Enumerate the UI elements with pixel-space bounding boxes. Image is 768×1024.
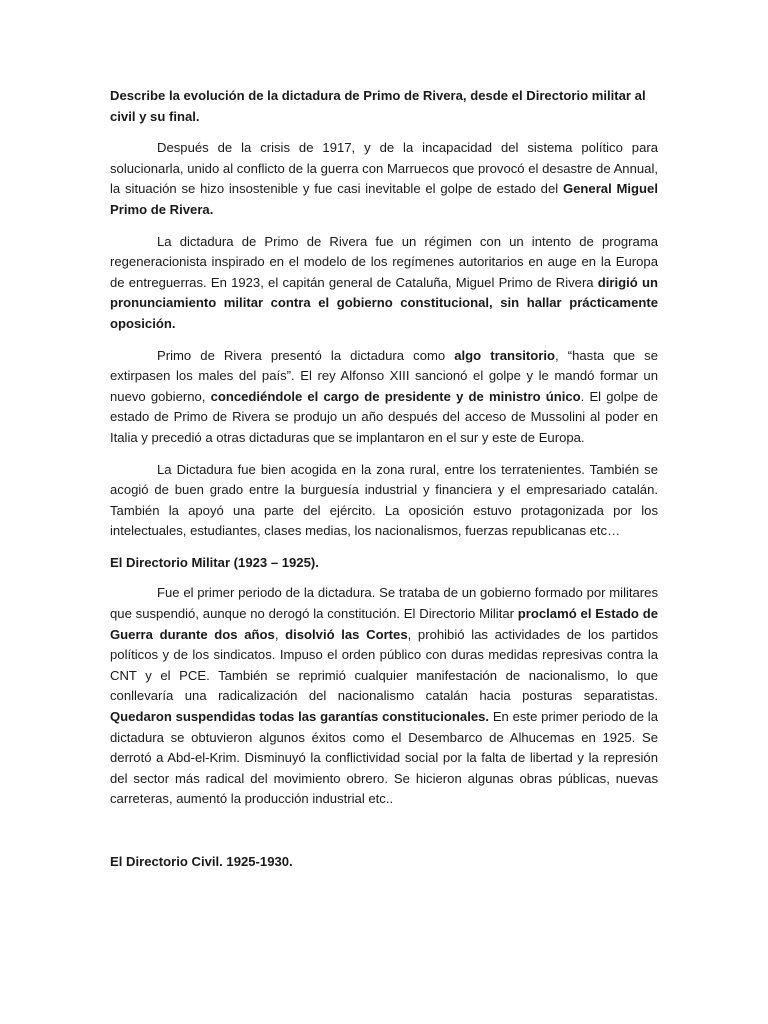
paragraph (110, 232, 658, 335)
text-run: La Dictadura fue bien acogida en la zona rural, entre los terratenientes. También se acogió de buen grado entre la burguesía industrial y financiera y el empresariado catalán. También la apoyó una parte del ejército. La oposición estuvo protagonizada por los intelectuales, estudiantes, clases medias, los nacionalismos, fuerzas republicanas etc… (110, 461, 658, 539)
paragraph (110, 346, 658, 449)
paragraph (110, 583, 658, 810)
text-run: , (274, 626, 286, 642)
bold-text: concediéndole el cargo de presidente y de ministro único (210, 388, 581, 404)
text-run: , prohibió las actividades de los partidos políticos y de los sindicatos. Impuso el orden público con duras medidas represivas contra la CNT y el PCE. También se reprimió cualquier manifestación de nacionalismo, lo que conllevaría una radicalización del nacionalismo catalán hacia posturas separatistas. (110, 626, 658, 704)
text-run: Después de la crisis de 1917, y de la incapacidad del sistema político para solucionarla, unido al conflicto de la guerra con Marruecos que provocó el desastre de Annual, la situación se hizo insostenible y fue casi inevitable el golpe de estado del (110, 140, 658, 197)
text-run: . El golpe de estado de Primo de Rivera se produjo un año después del acceso de Mussolini al poder en Italia y precedió a otras dictaduras que se implantaron en el sur y este de Europa. (110, 388, 658, 445)
text-run: Primo de Rivera presentó la dictadura como (157, 347, 455, 363)
text-run: La dictadura de Primo de Rivera fue un régimen con un intento de programa regeneracionista inspirado en el modelo de los regímenes autoritarios en auge en la Europa de entreguerras. En 1923, el capitán general de Cataluña, Miguel Primo de Rivera (110, 233, 658, 290)
section-heading-directorio-militar: El Directorio Militar (1923 – 1925). (110, 554, 319, 570)
text-run: En este primer periodo de la dictadura se obtuvieron algunos éxitos como el Desembarco de Alhucemas en 1925. Se derrotó a Abd-el-Krim. Disminuyó la conflictividad social por la falta de libertad y la represión del sector más radical del movimiento obrero. Se hicieron algunas obras públicas, nuevas carreteras, aumentó la producción industrial etc.. (110, 709, 658, 807)
section-heading-directorio-civil: El Directorio Civil. 1925-1930. (110, 854, 293, 869)
bold-text: disolvió las Cortes (285, 626, 408, 642)
text-run: Fue el primer periodo de la dictadura. Se trataba de un gobierno formado por militares que suspendió, aunque no derogó la constitución. El Directorio Militar (110, 585, 658, 622)
document-title: Describe la evolución de la dictadura de Primo de Rivera, desde el Directorio militar al civil y su final. (110, 88, 646, 124)
bold-text: dirigió un pronunciamiento militar contra el gobierno constitucional, sin hallar prácticamente oposición. (110, 274, 659, 331)
document-page (110, 86, 658, 883)
bold-text: algo transitorio (454, 347, 556, 363)
text-run: , “hasta que se extirpasen los males del país”. El rey Alfonso XIII sancionó el golpe y le mandó formar un nuevo gobierno, (110, 347, 658, 404)
bold-text: Quedaron suspendidas todas las garantías constitucionales. (110, 709, 490, 725)
paragraph (110, 138, 658, 220)
bold-text: proclamó el Estado de Guerra durante dos años (110, 606, 658, 642)
bold-text: General Miguel Primo de Rivera. (110, 181, 658, 217)
paragraph (110, 460, 658, 542)
